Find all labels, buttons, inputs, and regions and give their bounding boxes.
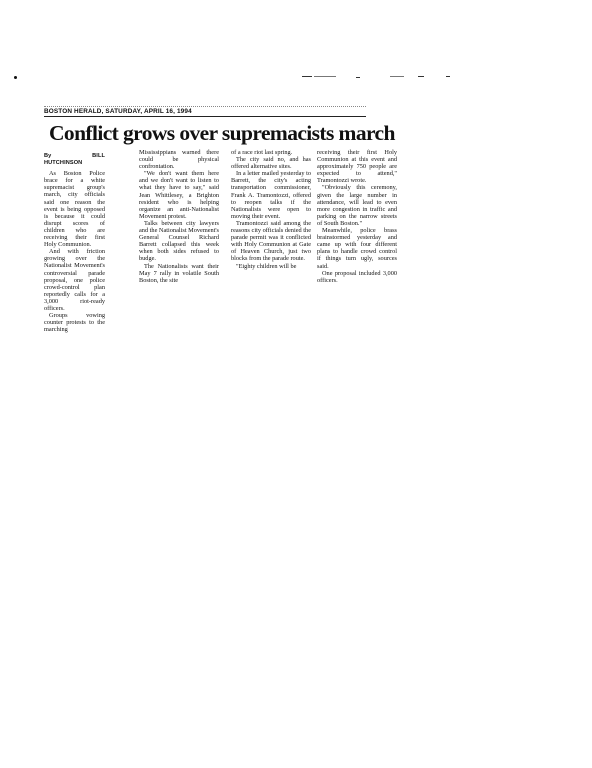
paragraph: "Eighty children will be <box>236 262 297 270</box>
scan-line-mark <box>314 76 336 77</box>
paragraph: As Boston Police brace for a white supremacist group's march, city officials said one reason the event is being opposed is because it could disrupt scores of children who are receiving their first Holy Communion. <box>44 170 105 249</box>
article-body <box>44 149 397 334</box>
paragraph: Tramontozzi said among the reasons city officials denied the parade permit was it conflicted with Holy Communion at Gate of Heaven Church, just two blocks from the parade route. <box>231 219 311 263</box>
scan-line-mark <box>302 76 312 77</box>
paragraph: The Nationalists want their May 7 rally in volatile South Boston, the site <box>139 262 219 284</box>
paragraph: One proposal included 3,000 officers. <box>317 269 397 284</box>
scan-line-mark <box>356 77 360 78</box>
newspaper-clipping <box>44 100 397 334</box>
scan-speck <box>14 76 17 79</box>
paragraph: Talks between city lawyers and the Nationalist Movement's General Counsel Richard Barrett collapsed this week when both sides refused to budge. <box>139 219 220 263</box>
paragraph: of a race riot last spring. <box>231 149 293 156</box>
paragraph: receiving their first Holy Communion at this event and approximately 750 people are expected to attend," Tramontozzi wrote. <box>317 149 397 185</box>
scan-line-mark <box>446 76 450 77</box>
paragraph: Meanwhile, police brass brainstormed yesterday and came up with four different plans to handle crowd control if things turn ugly, sources said. <box>317 227 397 270</box>
scan-line-mark <box>418 76 424 77</box>
paragraph: Mississippians warned there could be physical confrontation. <box>139 149 219 171</box>
torn-masthead-strip <box>44 100 366 107</box>
dateline: BOSTON HERALD, SATURDAY, APRIL 16, 1994 <box>44 108 366 117</box>
paragraph: Groups vowing counter protests to the marching <box>44 312 105 334</box>
article-column-3 <box>231 149 311 270</box>
paragraph: "Obviously this ceremony, given the large number in attendance, will lead to even more congestion in traffic and parking on the narrow streets of South Boston." <box>317 184 397 227</box>
scan-line-mark <box>390 76 404 77</box>
article-column-4 <box>317 149 397 284</box>
paragraph: "We don't want them here and we don't want to listen to what they have to say," said Jean Whittlesey, a Brighton resident who is helping organize an anti-Nationalist Movement protest. <box>139 170 219 220</box>
paragraph: And with friction growing over the Nationalist Movement's controversial parade proposal, one police crowd-control plan reportedly calls for a 3,000 riot-ready officers. <box>44 248 105 312</box>
paragraph: In a letter mailed yesterday to Barrett, the city's acting transportation commissioner, Frank A. Tramontozzi, offered to reopen talks if the Nationalists were open to moving their event. <box>231 170 312 220</box>
headline: Conflict grows over supremacists march <box>49 121 395 145</box>
article-column-2 <box>139 149 219 284</box>
article-column-1 <box>44 153 105 333</box>
byline: By BILL HUTCHINSON <box>44 153 105 167</box>
paragraph: The city said no, and has offered alternative sites. <box>231 156 311 171</box>
